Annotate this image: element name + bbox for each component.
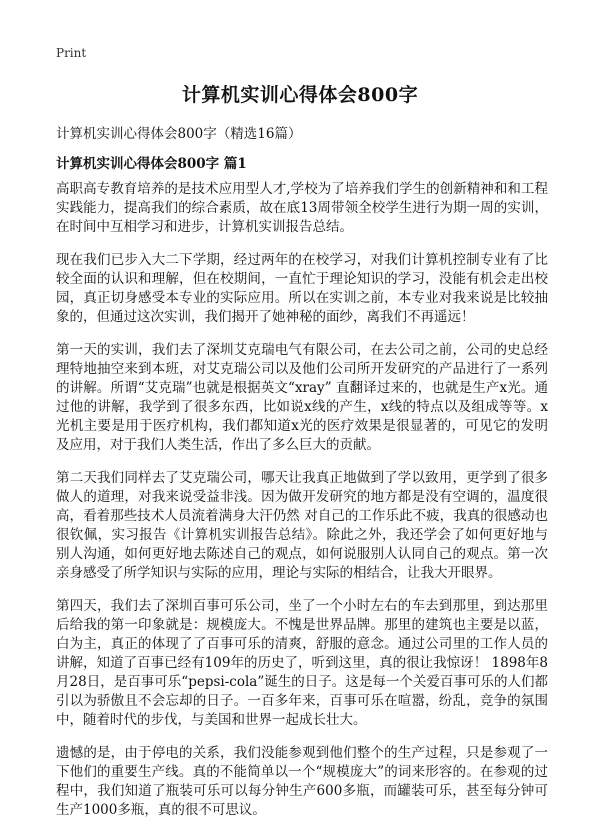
print-label: Print — [56, 46, 87, 60]
paragraph-3: 第一天的实训，我们去了深圳艾克瑞电气有限公司，在去公司之前，公司的史总经理特地抽空来到本班，对艾克瑞公司以及他们公司所开发研究的产品进行了一系列的讲解。所谓“艾克瑞”也就是根据英文“xray” 直翻译过来的，也就是生产x光。通过他的讲解，我学到了很多东西，比如说x线的产生，x线的特点以及组成等等。x光机主要是用于医疗机构，我们都知道x光的医疗效果是很显著的，可见它的发明及应用，对于我们人类生活，作出了多么巨大的贡献。 — [56, 342, 548, 453]
document-title: 计算机实训心得体会800字 — [181, 84, 419, 106]
paragraph-4: 第二天我们同样去了艾克瑞公司，哪天让我真正地做到了学以致用，更学到了很多做人的道理，对我来说受益非浅。因为做开发研究的地方都是没有空调的，温度很高，看着那些技术人员流着满身大汗仍然 对自己的工作乐此不疲，我真的很感动也很钦佩，实习报告《计算机实训报告总结》。除此之外，我还学会了如何更好地与别人沟通，如何更好地去陈述自己的观点，如何说服别人认同自己的观点。第一次亲身感受了所学知识与实际的应用，理论与实际的相结合，让我大开眼界。 — [56, 470, 548, 581]
paragraph-2: 现在我们已步入大二下学期，经过两年的在校学习，对我们计算机控制专业有了比较全面的认识和理解，但在校期间，一直忙于理论知识的学习，没能有机会走出校园，真正切身感受本专业的实际应用。所以在实训之前，本专业对我来说是比较抽象的，但通过这次实训，我们揭开了她神秘的面纱，离我们不再遥远！ — [56, 252, 548, 325]
paragraph-1: 高职高专教育培养的是技术应用型人才,学校为了培养我们学生的创新精神和和工程实践能力，提高我们的综合素质，故在底13周带领全校学生进行为期一周的实训，在时间中互相学习和进步，计算机实训报告总结。 — [56, 181, 548, 235]
paragraph-5: 第四天，我们去了深圳百事可乐公司，坐了一个小时左右的车去到那里，到达那里后给我的第一印象就是：规模庞大。不愧是世界品牌。那里的建筑也主要是以蓝，白为主，真正的体现了了百事可乐的清爽，舒服的意念。通过公司里的工作人员的讲解，知道了百事已经有109年的历史了，听到这里，真的很让我惊讶！ 1898年8月28日，是百事可乐“pepsi-cola”诞生的日子。这是每一个关爱百事可乐的人们都引以为骄傲且不会忘却的日子。一百多年来，百事可乐在喧嚣，纷乱，竞争的氛围中，随着时代的步伐，与美国和世界一起成长壮大。 — [56, 598, 548, 728]
document-body — [56, 180, 548, 834]
section-heading: 计算机实训心得体会800字 篇1 — [56, 156, 247, 172]
paragraph-6: 遗憾的是，由于停电的关系，我们没能参观到他们整个的生产过程，只是参观了一下他们的重要生产线。真的不能简单以一个“规模庞大”的词来形容的。在参观的过程中，我们知道了瓶装可乐可以每分钟生产600多瓶，而罐装可乐，甚至每分钟可生产1000多瓶，真的很不可思议。 — [56, 745, 548, 818]
document-subtitle: 计算机实训心得体会800字（精选16篇） — [56, 126, 302, 142]
